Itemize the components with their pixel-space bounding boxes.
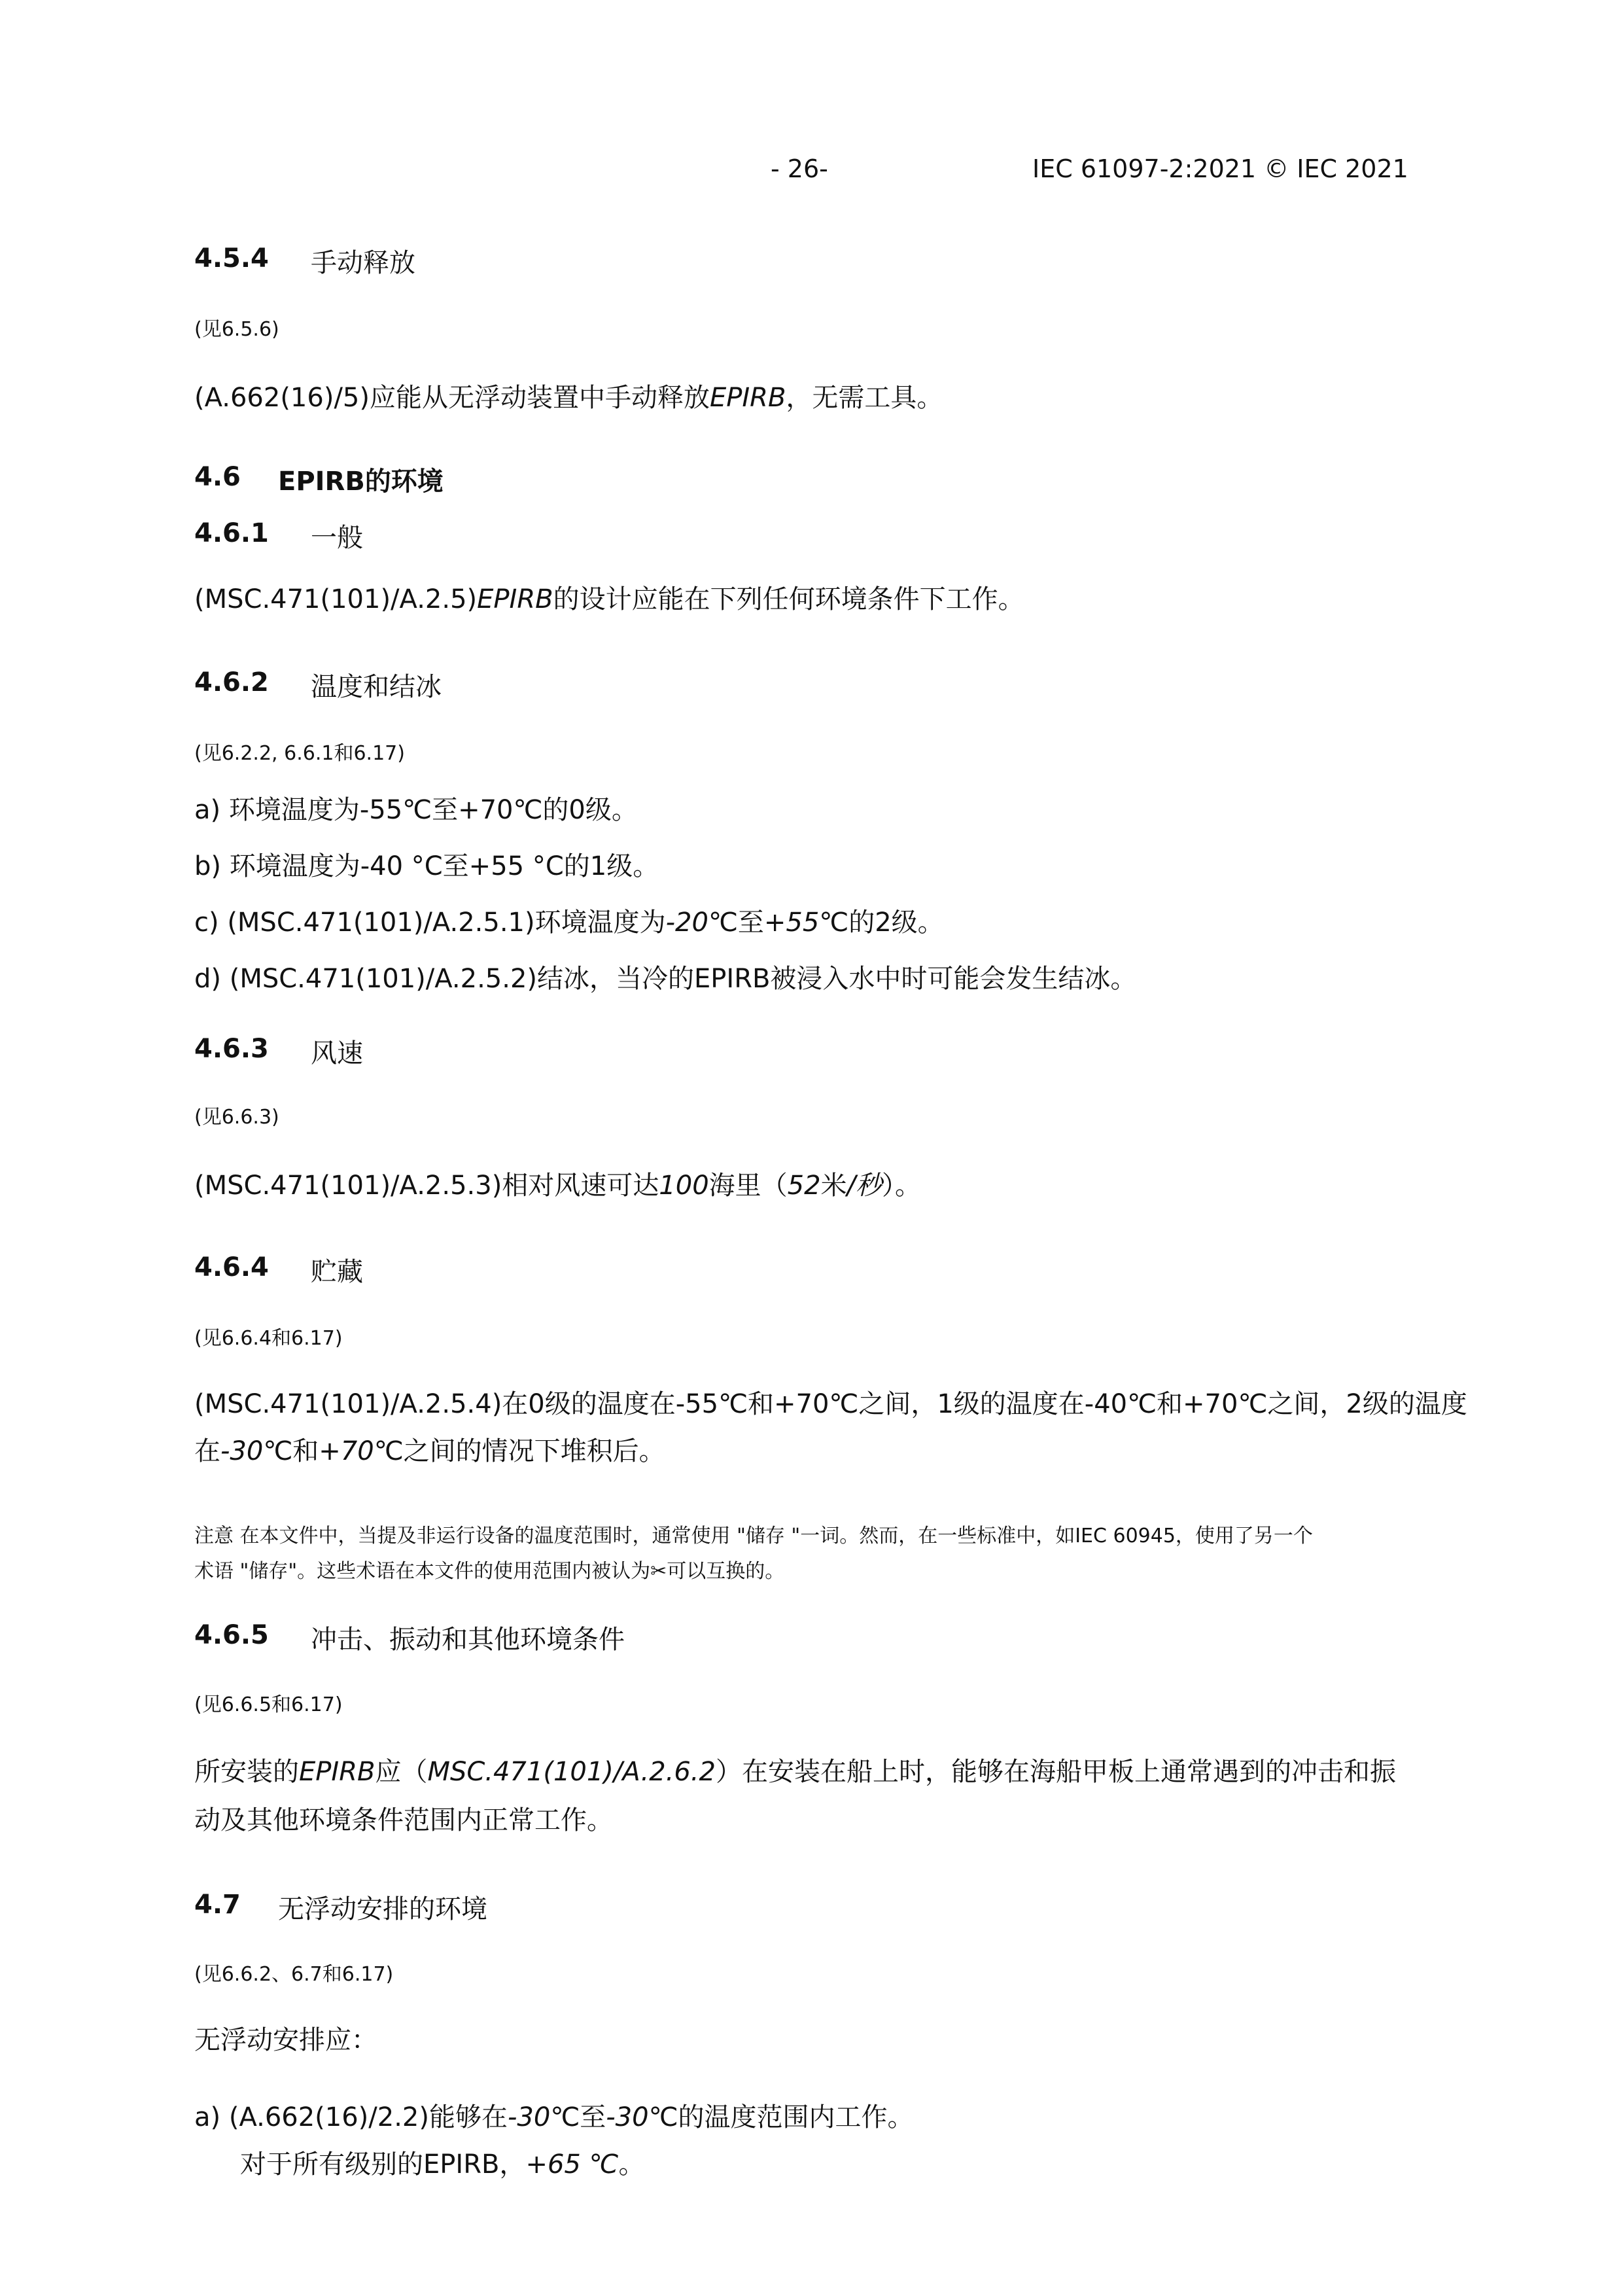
text-segment-italic: /秒 <box>846 1171 882 1201</box>
text-segment: 海里（ <box>708 1171 788 1201</box>
reference-4-5-4: (见6.5.6) <box>194 318 279 341</box>
section-title-4-6-2: 温度和结冰 <box>311 672 442 702</box>
text-segment-italic: 100 <box>659 1171 709 1201</box>
text-segment-italic: -30 <box>220 1436 264 1466</box>
text-segment-italic: 52 <box>787 1171 821 1201</box>
reference-4-6-4: (见6.6.4和6.17) <box>194 1327 343 1350</box>
text-segment: a) (A.662(16)/2.2)能够在 <box>194 2102 508 2132</box>
text-segment-italic: -30 <box>606 2102 649 2132</box>
text-segment: (MSC.471(101)/A.2.5) <box>194 584 478 614</box>
paragraph-4-5-4 <box>194 377 943 414</box>
section-title-4-7: 无浮动安排的环境 <box>278 1894 487 1924</box>
section-number-4-7: 4.7 <box>194 1890 241 1920</box>
list-item-d: d) (MSC.471(101)/A.2.5.2)结冰，当冷的EPIRB被浸入水中时可能会发生结冰。 <box>194 964 1137 994</box>
text-segment: ℃至 <box>708 908 764 938</box>
paragraph-4-7-intro: 无浮动安排应： <box>194 2025 377 2055</box>
text-segment: 所安装的 <box>194 1757 299 1787</box>
reference-4-6-2: (见6.2.2, 6.6.1和6.17) <box>194 742 405 765</box>
page-number: - 26- <box>771 154 828 183</box>
text-segment: c) (MSC.471(101)/A.2.5.1)环境温度为 <box>194 908 666 938</box>
text-segment: 的设计应能在下列任何环境条件下工作。 <box>553 584 1024 614</box>
text-segment-italic: +70 <box>319 1436 374 1466</box>
section-number-4-6-1: 4.6.1 <box>194 518 269 548</box>
text-segment: 应（ <box>375 1757 428 1787</box>
text-segment: 对于所有级别的EPIRB， <box>240 2149 526 2180</box>
text-segment: ℃的2级。 <box>819 908 944 938</box>
text-segment: ，无需工具。 <box>786 383 943 413</box>
note-line1: 注意 在本文件中，当提及非运行设备的温度范围时，通常使用 "储存 "一词。然而，在一些标准中，如IEC 60945，使用了另一个 <box>194 1525 1313 1547</box>
text-segment: 米 <box>820 1171 847 1201</box>
paragraph-4-6-1 <box>194 578 1024 616</box>
text-segment-italic: +55 <box>763 908 820 938</box>
list-item-a: a) 环境温度为-55℃至+70℃的0级。 <box>194 795 638 825</box>
paragraph-4-6-5-line2: 动及其他环境条件范围内正常工作。 <box>194 1805 613 1835</box>
section-number-4-6: 4.6 <box>194 462 241 492</box>
paragraph-4-6-4-line2 <box>194 1430 665 1468</box>
text-segment: (A.662(16)/5)应能从无浮动装置中手动释放 <box>194 383 710 413</box>
list-item-b: b) 环境温度为-40 °C至+55 °C的1级。 <box>194 851 659 881</box>
text-segment: 在 <box>194 1436 220 1466</box>
section-title-4-5-4: 手动释放 <box>311 248 415 278</box>
standard-id: IEC 61097-2:2021 © IEC 2021 <box>1032 154 1408 183</box>
section-number-4-6-4: 4.6.4 <box>194 1252 269 1282</box>
reference-4-6-5: (见6.6.5和6.17) <box>194 1693 343 1716</box>
text-segment-italic: -30 <box>507 2102 551 2132</box>
text-segment: ℃的温度范围内工作。 <box>648 2102 914 2132</box>
paragraph-4-6-5-line1 <box>194 1751 1396 1788</box>
text-segment-italic: MSC.471(101)/A.2.6.2 <box>427 1757 716 1787</box>
text-segment: ）在安装在船上时，能够在海船甲板上通常遇到的冲击和振 <box>715 1757 1396 1787</box>
section-number-4-5-4: 4.5.4 <box>194 243 269 274</box>
section-number-4-6-2: 4.6.2 <box>194 667 269 698</box>
list-item-4-7-a <box>194 2096 914 2134</box>
section-number-4-6-5: 4.6.5 <box>194 1620 269 1650</box>
paragraph-4-6-3 <box>194 1165 921 1202</box>
text-segment: ℃和 <box>263 1436 319 1466</box>
text-segment: ℃至 <box>550 2102 606 2132</box>
section-title-4-6-1: 一般 <box>311 523 363 553</box>
text-segment-italic: EPIRB <box>299 1757 375 1787</box>
text-segment: ）。 <box>882 1171 922 1201</box>
paragraph-4-6-4-line1: (MSC.471(101)/A.2.5.4)在0级的温度在-55℃和+70℃之间，1级的温度在-40℃和+70℃之间，2级的温度 <box>194 1389 1467 1419</box>
text-segment-italic: +65 ℃ <box>525 2149 619 2180</box>
note-line2: 术语 "储存"。这些术语在本文件的使用范围内被认为✂可以互换的。 <box>194 1560 785 1583</box>
list-item-c <box>194 902 944 939</box>
text-segment-italic: EPIRB <box>477 584 553 614</box>
reference-4-7: (见6.6.2、6.7和6.17) <box>194 1963 394 1986</box>
text-segment: (MSC.471(101)/A.2.5.3)相对风速可达 <box>194 1171 659 1201</box>
section-number-4-6-3: 4.6.3 <box>194 1034 269 1064</box>
section-title-4-6: EPIRB的环境 <box>278 467 444 497</box>
list-subitem-4-7-a <box>240 2144 645 2181</box>
text-segment-italic: EPIRB <box>709 383 786 413</box>
section-title-4-6-4: 贮藏 <box>311 1257 363 1287</box>
section-title-4-6-5: 冲击、振动和其他环境条件 <box>311 1625 625 1655</box>
text-segment: ℃之间的情况下堆积后。 <box>374 1436 665 1466</box>
text-segment-italic: -20 <box>665 908 708 938</box>
section-title-4-6-3: 风速 <box>311 1038 363 1069</box>
text-segment: 。 <box>618 2149 645 2180</box>
reference-4-6-3: (见6.6.3) <box>194 1106 279 1129</box>
